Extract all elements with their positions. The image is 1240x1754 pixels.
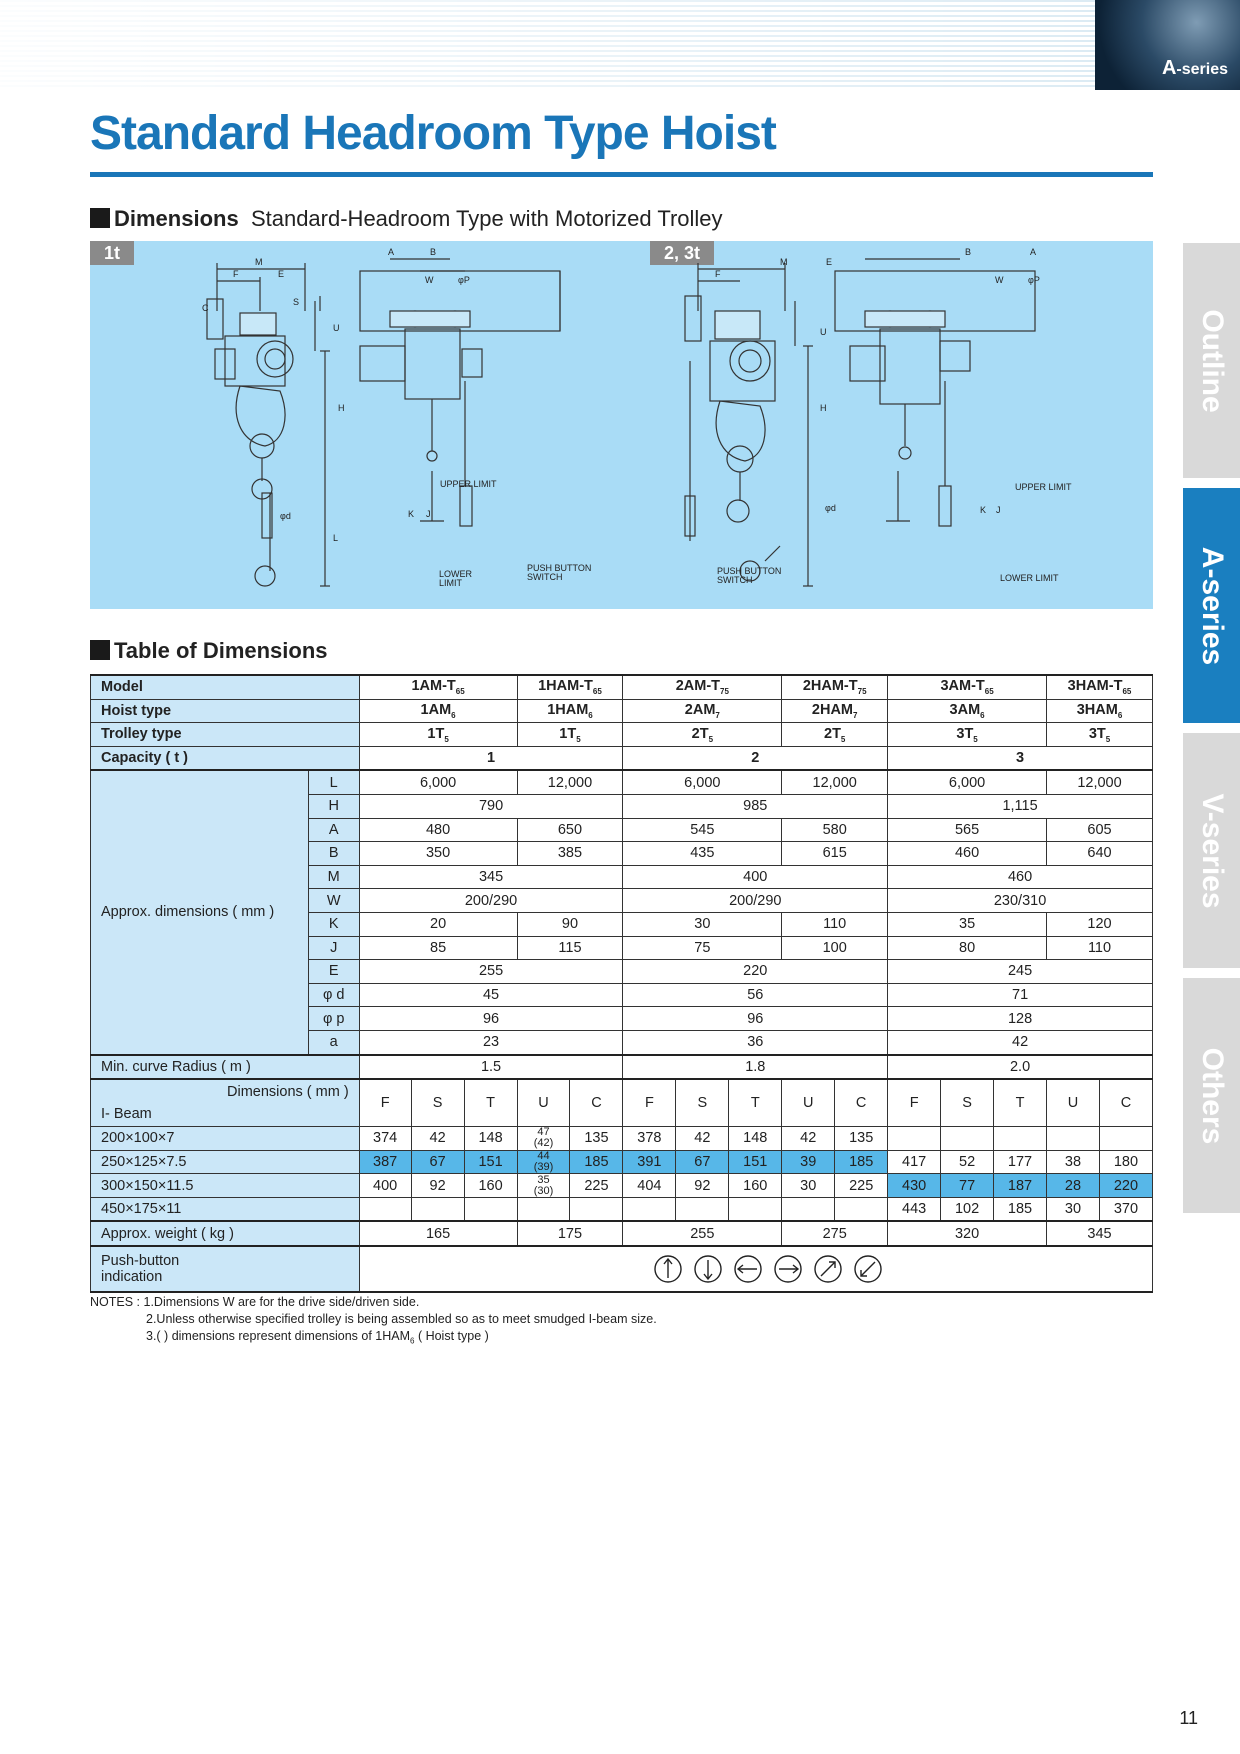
- approx-dimensions-label: Approx. dimensions ( mm ): [91, 770, 309, 1054]
- table-heading: Table of Dimensions: [90, 638, 328, 664]
- label-F: F: [233, 269, 239, 279]
- row-dim-M: M 345 400 460: [91, 865, 1153, 889]
- tag-2-3t: 2, 3t: [650, 241, 714, 265]
- tab-v-series[interactable]: V-series: [1183, 733, 1240, 968]
- model-2: $2AM-T_{75}$: [623, 675, 782, 699]
- label-F-2: F: [715, 269, 721, 279]
- model-0: $1AM-T_{65}$: [359, 675, 517, 699]
- row-dim-B: B 350 385 435 615 460 640: [91, 842, 1153, 866]
- notes: NOTES : 1.Dimensions W are for the drive side/driven side. 2.Unless otherwise specified trolley is being assembled so as to meet smudged I-beam size. 3.( ) dimensions represent dimensions of $1HAM_6$ ( Hoist type ): [90, 1295, 657, 1346]
- row-capacity: Capacity ( t ) 1 2 3: [91, 746, 1153, 770]
- model-1: $1HAM-T_{65}$: [517, 675, 623, 699]
- row-dim-d: φ d 45 56 71: [91, 983, 1153, 1007]
- row-beam-1: 250×125×7.5 387 67 151 44 (39) 185 391 67 151 39 185 417 52 177 38 180: [91, 1150, 1153, 1174]
- push-button-icons: [359, 1246, 1152, 1292]
- row-dim-E: E 255 220 245: [91, 960, 1153, 984]
- page-number: 11: [1179, 1708, 1198, 1728]
- down-arrow-icon: [693, 1254, 723, 1284]
- row-dim-L: Approx. dimensions ( mm ) L 6,000 12,000 6,000 12,000 6,000 12,000: [91, 770, 1153, 794]
- label-J: J: [426, 509, 431, 519]
- row-model: Model $1AM-T_{65}$ $1HAM-T_{65}$ $2AM-T_{75}$ $2HAM-T_{75}$ $3AM-T_{65}$ $3HAM-T_{65}$: [91, 675, 1153, 699]
- label-lower-limit-2: LOWER LIMIT: [1000, 573, 1059, 583]
- label-J-2: J: [996, 505, 1001, 515]
- row-dim-W: W 200/290 200/290 230/310: [91, 889, 1153, 913]
- model-4: $3AM-T_{65}$: [888, 675, 1047, 699]
- label-W: W: [425, 275, 434, 285]
- row-push-button: Push-button indication: [91, 1246, 1153, 1292]
- row-dim-a: a 23 36 42: [91, 1030, 1153, 1054]
- hoist-diagram: [90, 241, 1153, 609]
- label-K: K: [408, 509, 415, 519]
- up-arrow-icon: [653, 1254, 683, 1284]
- label-M: M: [255, 257, 263, 267]
- hoist-23t-front-view: [835, 259, 1035, 526]
- label-switch-2: SWITCH: [717, 575, 753, 585]
- section-square-icon: [90, 640, 110, 660]
- row-trolley-type: Trolley type $1T_5$ $1T_5$ $2T_5$ $2T_5$ $3T_5$ $3T_5$: [91, 723, 1153, 747]
- row-weight: Approx. weight ( kg ) 165 175 255 275 320 345: [91, 1221, 1153, 1246]
- label-M-2: M: [780, 257, 788, 267]
- row-hoist-type: Hoist type $1AM_6$ $1HAM_6$ $2AM_7$ $2HAM_7$ $3AM_6$ $3HAM_6$: [91, 699, 1153, 723]
- diagonal-up-arrow-icon: [813, 1254, 843, 1284]
- row-dim-J: J 85 115 75 100 80 110: [91, 936, 1153, 960]
- right-arrow-icon: [773, 1254, 803, 1284]
- label-W-2: W: [995, 275, 1004, 285]
- label-B: B: [430, 247, 437, 257]
- label-push-button-2: PUSH BUTTON: [717, 566, 782, 576]
- row-dim-H: H 790 985 1,115: [91, 794, 1153, 818]
- model-5: $3HAM-T_{65}$: [1047, 675, 1153, 699]
- label-H: H: [338, 403, 345, 413]
- label-limit: LIMIT: [439, 578, 463, 588]
- label-L: L: [333, 533, 339, 543]
- row-dim-p: φ p 96 96 128: [91, 1007, 1153, 1031]
- label-upper-limit: UPPER LIMIT: [440, 479, 497, 489]
- tab-outline[interactable]: Outline: [1183, 243, 1240, 478]
- row-beam-2: 300×150×11.5 400 92 160 35 (30) 225 404 92 160 30 225 430 77 187 28 220: [91, 1174, 1153, 1198]
- label-phid: φd: [280, 511, 291, 521]
- left-arrow-icon: [733, 1254, 763, 1284]
- label-A: A: [388, 247, 395, 257]
- label-C: C: [202, 303, 209, 313]
- row-beam-0: 200×100×7 374 42 148 47 (42) 135 378 42 148 42 135: [91, 1127, 1153, 1151]
- label-phiP: φP: [458, 275, 470, 285]
- label-H-2: H: [820, 403, 827, 413]
- label-phiP-2: φP: [1028, 275, 1040, 285]
- dimensions-table: [90, 674, 1153, 1293]
- title-rule: [90, 172, 1153, 177]
- label-K-2: K: [980, 505, 987, 515]
- label-U: U: [333, 323, 340, 333]
- label-U-2: U: [820, 327, 827, 337]
- label-S: S: [293, 297, 300, 307]
- diagonal-down-arrow-icon: [853, 1254, 883, 1284]
- series-badge: A-series: [1095, 0, 1240, 90]
- label-A-2: A: [1030, 247, 1037, 257]
- row-beam-3: 450×175×11 443 102 185 30 370: [91, 1197, 1153, 1221]
- label-E: E: [278, 269, 285, 279]
- row-dim-A: A 480 650 545 580 565 605: [91, 818, 1153, 842]
- tab-a-series[interactable]: A-series: [1183, 488, 1240, 723]
- model-3: $2HAM-T_{75}$: [782, 675, 888, 699]
- hoist-1t-side-view: [207, 263, 330, 586]
- hoist-drawings: [90, 241, 1153, 609]
- tag-1t: 1t: [90, 241, 134, 265]
- label-E-2: E: [826, 257, 833, 267]
- hoist-23t-side-view: [685, 263, 813, 586]
- label-switch-1: SWITCH: [527, 572, 563, 582]
- row-min-curve: Min. curve Radius ( m ) 1.5 1.8 2.0: [91, 1055, 1153, 1080]
- label-upper-limit-2: UPPER LIMIT: [1015, 482, 1072, 492]
- section-square-icon: [90, 208, 110, 228]
- tab-others[interactable]: Others: [1183, 978, 1240, 1213]
- dimensions-heading: Dimensions Standard-Headroom Type with Motorized Trolley: [90, 206, 723, 232]
- row-dim-K: K 20 90 30 110 35 120: [91, 912, 1153, 936]
- dimensions-subtitle: Standard-Headroom Type with Motorized Trolley: [250, 206, 723, 231]
- label-B-2: B: [965, 247, 972, 257]
- page-title: Standard Headroom Type Hoist: [90, 107, 776, 160]
- header-fade: [0, 0, 1095, 88]
- row-beam-header: Dimensions ( mm ) I- Beam F S T U C F S T U C F S T U C: [91, 1079, 1153, 1127]
- label-phid-2: φd: [825, 503, 836, 513]
- label-lower: LOWER: [439, 569, 473, 579]
- label-push-button-1: PUSH BUTTON: [527, 563, 592, 573]
